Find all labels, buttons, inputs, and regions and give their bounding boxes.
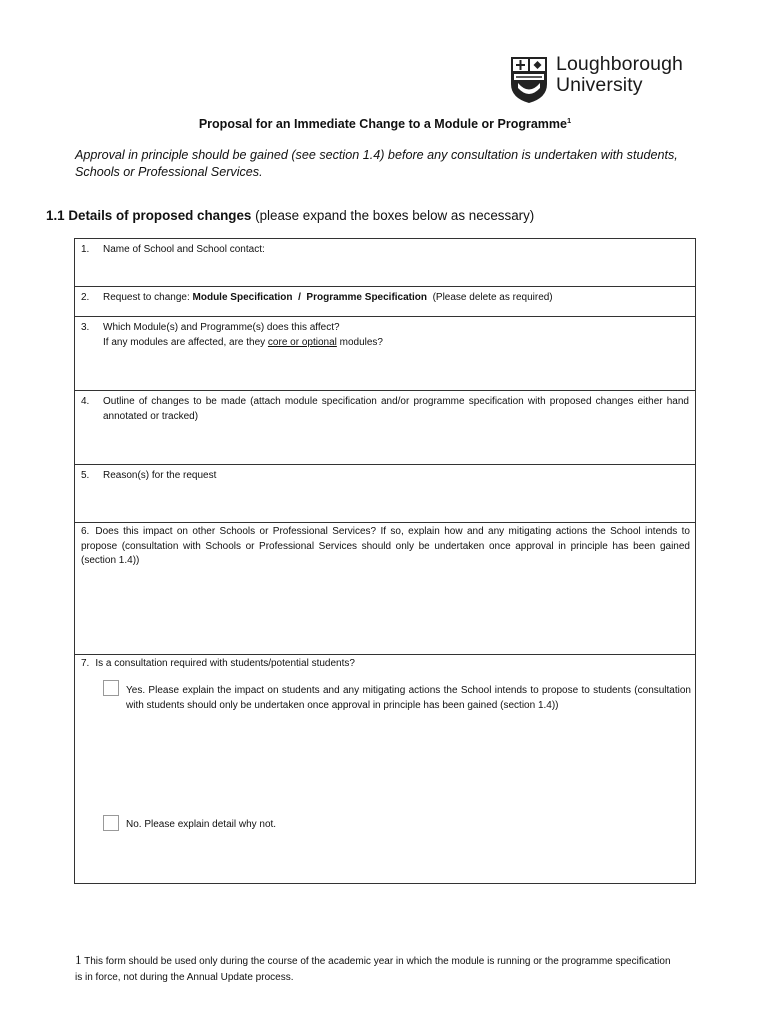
section-heading <box>46 208 534 223</box>
row-number: 1. <box>81 244 90 255</box>
row-label <box>81 657 690 672</box>
page-title <box>0 116 770 131</box>
section-heading-title: 1.1 Details of proposed changes <box>46 208 252 223</box>
row-label <box>103 321 689 350</box>
page-title-text: Proposal for an Immediate Change to a Module or Programme <box>198 117 567 131</box>
request-note: (Please delete as required) <box>427 292 553 303</box>
form-row-request-to-change[interactable] <box>75 287 695 317</box>
footnote-text: This form should be used only during the course of the academic year in which the module is running or the programme specification is in force, not during the Annual Update process. <box>75 956 671 983</box>
university-name-line2: University <box>556 74 643 96</box>
request-options[interactable]: Module Specification / Programme Specification <box>192 292 428 303</box>
row-label: Reason(s) for the request <box>103 470 217 481</box>
row-label <box>81 525 690 569</box>
yes-checkbox[interactable] <box>103 680 119 696</box>
row-number: 3. <box>81 322 90 333</box>
row-label <box>103 291 689 306</box>
section-heading-note: (please expand the boxes below as necessary) <box>255 208 535 223</box>
row-number: 4. <box>81 396 90 407</box>
request-prefix: Request to change: <box>103 292 193 303</box>
title-footnote-ref: 1 <box>566 116 572 125</box>
row-label: Name of School and School contact: <box>103 244 265 255</box>
form-row-impact-other-schools[interactable] <box>75 523 695 655</box>
intro-text: Approval in principle should be gained (see section 1.4) before any consultation is undertaken with students, Schools or Professional Services. <box>75 148 678 179</box>
core-optional-suffix: modules? <box>336 336 383 348</box>
row-number: 7. <box>81 658 90 669</box>
impact-question: Does this impact on other Schools or Professional Services? If so, explain how and any mitigating actions the School intends to propose (consultation with Schools or Professional Services should only be undertaken once approval in principle has been gained (section 1.4)) <box>81 526 690 566</box>
row-label: Outline of changes to be made (attach module specification and/or programme specification with proposed changes either hand annotated or tracked) <box>103 396 689 422</box>
core-optional-underline: core or optional <box>267 336 337 348</box>
row-number: 5. <box>81 470 90 481</box>
form-row-reasons[interactable] <box>75 465 695 523</box>
university-name-line1: Loughborough <box>556 53 683 75</box>
proposal-form-table <box>74 238 696 884</box>
university-name <box>556 54 683 96</box>
consultation-question: Is a consultation required with students/potential students? <box>95 658 355 669</box>
no-option-label: No. Please explain detail why not. <box>126 819 277 830</box>
university-logo <box>510 54 710 104</box>
form-row-affected-modules[interactable] <box>75 317 695 391</box>
row-number: 2. <box>81 292 90 303</box>
no-checkbox[interactable] <box>103 815 119 831</box>
core-optional-prefix: If any modules are affected, are they <box>103 336 268 348</box>
footnote <box>75 952 675 985</box>
row-number: 6. <box>81 526 90 537</box>
form-row-student-consultation[interactable] <box>75 655 695 883</box>
yes-option-label: Yes. Please explain the impact on students and any mitigating actions the School intends to propose to students (consultation with students should only be undertaken once approval in principle has been gained (section 1.4)) <box>126 685 691 711</box>
footnote-number: 1 <box>75 952 82 967</box>
form-row-school-contact[interactable] <box>75 239 695 287</box>
affected-question: Which Module(s) and Programme(s) does this affect? <box>103 322 340 333</box>
university-crest-icon <box>510 56 548 104</box>
form-row-outline-of-changes[interactable] <box>75 391 695 465</box>
